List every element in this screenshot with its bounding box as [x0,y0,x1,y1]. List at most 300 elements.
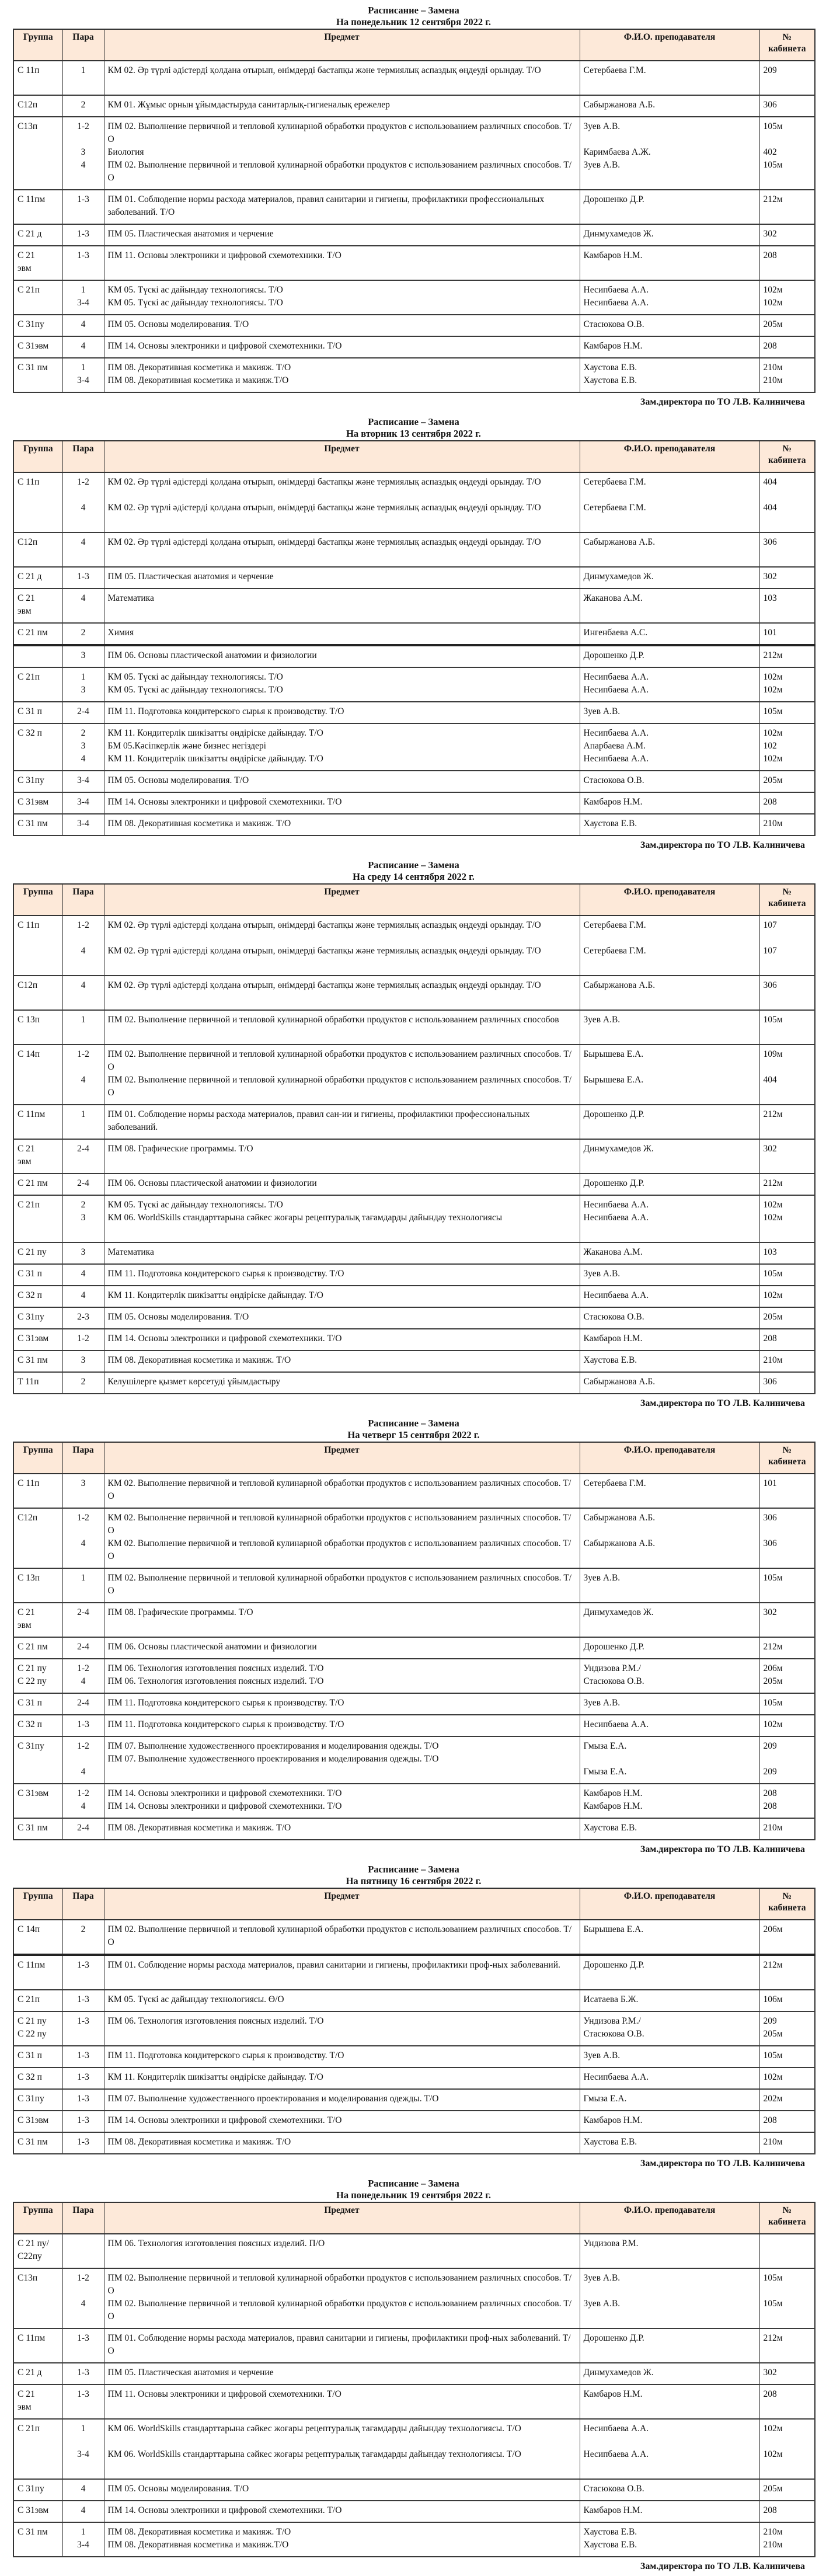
column-header-room [759,1442,815,1474]
teacher-cell [580,61,759,95]
column-header-room-line1: № [782,444,792,454]
subject-cell [104,1264,580,1286]
group-name: С 31пу [18,775,44,785]
para-number: 2-4 [77,1698,89,1708]
teacher-cell [580,1139,759,1174]
para-cell [62,1818,104,1840]
room-cell [759,1603,815,1637]
subject-cell [104,280,580,315]
teacher-name: Несипбаева А.А. [583,672,649,682]
group-name: С12п [18,537,38,547]
subject-name: КМ 05. Түскі ас дайындау технологиясы. Т/О [107,285,283,295]
subject-name: КМ 11. Кондитерлік шикізатты өндіріске дайындау. Т/О [107,1290,323,1300]
room-number: 102м [763,1719,783,1729]
para-cell [62,1955,104,1990]
teacher-name: Гмыза Е.А. [583,1767,627,1777]
para-cell [62,589,104,623]
table-row [13,1474,815,1508]
teacher-name: Стасюкова О.В. [583,1312,644,1322]
subject-cell [104,1990,580,2011]
room-cell [759,1474,815,1508]
para-cell [62,2363,104,2384]
subject-cell [104,1329,580,1350]
group-cell [13,1350,62,1372]
group-name: С 31пу [18,2484,44,2494]
subject-cell [104,814,580,836]
room-number: 103 [763,1247,777,1257]
para-cell [62,1139,104,1174]
para-cell [62,472,104,532]
group-cell [13,280,62,315]
teacher-cell [580,1603,759,1637]
subject-name: КМ 05. Түскі ас дайындау технологиясы. Ө/О [107,1994,284,2004]
para-number [67,2028,100,2041]
subject-name: ПМ 02. Выполнение первичной и тепловой кулинарной обработки продуктов с использованием различных способов. Т/О [107,1075,572,1098]
subject-name [108,1766,576,1778]
subject-name: ПМ 08. Декоративная косметика и макияж.Т/О [107,2540,289,2550]
teacher-name [584,1753,756,1766]
group-name: С 14п [18,1049,40,1059]
para-number: 4 [81,754,86,764]
room-cell [759,976,815,1010]
subject-name: КМ 01. Жұмыс орнын ұйымдастыруда санитарлық-гигиеналық ережелер [107,100,390,110]
para-cell [62,1603,104,1637]
teacher-cell [580,1693,759,1715]
room-number: 205м [763,775,783,785]
subject-cell [104,1637,580,1659]
schedule-table [13,1442,815,1840]
day-schedule-0 [0,0,819,412]
subject-name: КМ 05. Түскі ас дайындау технологиясы. Т/О [107,298,283,308]
room-number: 206м [763,1663,783,1673]
column-header-group: Группа [13,1442,62,1474]
table-row [13,1659,815,1693]
group-cell [13,2479,62,2501]
group-name: С 21 пм [18,1178,48,1188]
teacher-name: Дорошенко Д.Р. [583,1109,644,1119]
group-name: С13п [18,121,38,131]
teacher-name: Хаустова Е.В. [583,1355,637,1365]
group-cell [13,2268,62,2328]
subject-cell [104,702,580,723]
group-name: С 21 [18,593,35,603]
subject-name: ПМ 08. Декоративная косметика и макияж. Т/О [107,819,291,829]
teacher-cell [580,358,759,392]
para-number: 3 [81,1247,86,1257]
group-name: С 31пу [18,1312,44,1322]
teacher-name: Камбаров Н.М. [583,341,643,351]
group-name: С 11пм [18,1109,46,1119]
room-number: 212м [763,1960,783,1970]
subject-cell [104,2234,580,2268]
group-cell [13,1637,62,1659]
subject-name: КМ 05. Түскі ас дайындау технологиясы. Т/О [107,685,283,695]
teacher-cell [580,246,759,280]
subject-name: ПМ 06. Основы пластической анатомии и физиологии [107,1178,317,1188]
group-cell [13,61,62,95]
room-number: 102м [763,2449,783,2459]
para-number: 4 [81,503,86,513]
table-row [13,1174,815,1195]
group-cell [13,1307,62,1329]
subject-cell [104,1474,580,1508]
subject-cell [104,2363,580,2384]
room-number: 210м [763,1823,783,1833]
column-header-room-line2: кабинета [768,2217,806,2227]
group-cell [13,2328,62,2363]
table-row [13,1920,815,1955]
para-number: 4 [81,593,86,603]
table-row [13,532,815,567]
group-name: Т 11п [18,1377,39,1387]
room-number: 209 [763,1767,777,1777]
para-number: 4 [81,319,86,329]
para-cell [62,224,104,246]
room-number: 101 [763,1478,777,1488]
group-cell [13,814,62,836]
teacher-cell [580,2268,759,2328]
group-name: С 31эвм [18,2115,49,2125]
group-cell [13,1195,62,1242]
teacher-name: Ундизова Р.М./ [583,1663,641,1673]
teacher-name: Дорошенко Д.Р. [583,1960,644,1970]
subject-cell [104,190,580,224]
para-cell [62,976,104,1010]
subject-name: КМ 02. Әр түрлі әдістерді қолдана отырып, өнімдерді бастапқы және термиялық аспаздық өңдеуді орындау. Т/О [107,920,541,930]
para-cell [62,2268,104,2328]
table-row [13,280,815,315]
table-row [13,2363,815,2384]
teacher-name: Камбаров Н.М. [583,2389,643,2399]
table-row [13,2384,815,2419]
subject-cell [104,2328,580,2363]
room-cell [759,2384,815,2419]
teacher-cell [580,567,759,589]
subject-name: КМ 05. Түскі ас дайындау технологиясы. Т/О [107,1200,283,1210]
table-row [13,667,815,702]
group-cell [13,1242,62,1264]
group-cell [13,567,62,589]
group-name: С 31 пм [18,363,48,373]
teacher-cell [580,1659,759,1693]
subject-cell [104,623,580,645]
room-cell [759,667,815,702]
room-number: 208 [763,341,777,351]
group-name: С 31эвм [18,2505,49,2515]
room-cell [759,1508,815,1568]
table-row [13,976,815,1010]
teacher-name: Бырышева Е.А. [583,1049,644,1059]
room-cell [759,771,815,792]
room-cell [759,1045,815,1105]
subject-name: ПМ 07. Выполнение художественного проектирования и моделирования одежды. Т/О [107,1754,439,1764]
group-name: С 31 пм [18,2137,48,2147]
table-row [13,2111,815,2132]
para-number: 4 [81,980,86,990]
para-number: 1 [81,285,86,295]
table-header-row [13,1442,815,1474]
group-name: С12п [18,980,38,990]
day-schedule-3 [0,1413,819,1859]
room-number: 302 [763,2368,777,2377]
para-cell [62,1045,104,1105]
para-number: 1-2 [77,1513,89,1523]
subject-name: ПМ 08. Декоративная косметика и макияж. Т/О [107,1823,291,1833]
teacher-cell [580,2046,759,2067]
teacher-name: Несипбаева А.А. [583,728,649,738]
teacher-name: Камбаров Н.М. [583,1801,643,1811]
para-number: 4 [81,1801,86,1811]
schedule-table [13,2202,815,2557]
room-cell [759,1715,815,1736]
room-cell [759,623,815,645]
room-cell [759,1693,815,1715]
group-cell [13,1568,62,1603]
para-number: 4 [81,1676,86,1686]
group-cell [13,95,62,117]
table-row [13,246,815,280]
room-cell [759,2419,815,2479]
room-cell [759,1955,815,1990]
para-number: 1-2 [77,121,89,131]
subject-cell [104,567,580,589]
room-number: 306 [763,100,777,110]
column-header-para: Пара [62,441,104,472]
teacher-cell [580,1174,759,1195]
teacher-name: Стасюкова О.В. [583,319,644,329]
teacher-name: Жаканова А.М. [583,1247,643,1257]
group-name: С 21 [18,2389,35,2399]
group-cell [13,1659,62,1693]
teacher-cell [580,1105,759,1139]
teacher-name: Несипбаева А.А. [583,298,649,308]
table-row [13,2011,815,2046]
teacher-name: Несипбаева А.А. [583,1290,649,1300]
column-header-room-line2: кабинета [768,44,806,54]
room-number: 105м [763,1698,783,1708]
subject-cell [104,667,580,702]
teacher-cell [580,1474,759,1508]
signature: Зам.директора по ТО Л.В. Калиничева [640,1844,805,1854]
table-row [13,2067,815,2089]
para-number: 3-4 [77,775,89,785]
para-number: 4 [81,1269,86,1279]
group-cell [13,1955,62,1990]
subject-name: ПМ 14. Основы электроники и цифровой схемотехники. Т/О [107,1788,342,1798]
subject-cell [104,1784,580,1818]
day-title [13,412,814,440]
teacher-cell [580,723,759,771]
para-number: 1-3 [77,2072,89,2082]
room-number: 105м [763,2273,783,2283]
room-number: 101 [763,628,777,638]
subject-name: ПМ 05. Пластическая анатомия и черчение [107,572,274,582]
teacher-cell [580,336,759,358]
table-header-row [13,29,815,61]
room-number: 205м [763,2029,783,2039]
para-number: 3 [81,650,86,660]
table-row [13,1010,815,1045]
subject-name: ПМ 02. Выполнение первичной и тепловой кулинарной обработки продуктов с использованием различных способов. Т/О [107,2273,572,2296]
group-cell [13,1105,62,1139]
group-name: С 14п [18,1924,40,1934]
teacher-cell [580,190,759,224]
room-cell [759,2501,815,2522]
subject-name: ПМ 01. Соблюдение нормы расхода материалов, правил сан-ии и гигиены, профилактики профессиональных заболеваний. [107,1109,530,1132]
document-heading: Расписание – Замена [368,1864,459,1875]
column-header-room-line2: кабинета [768,899,806,908]
table-row [13,61,815,95]
group-name: С 13п [18,1015,40,1025]
group-name: С 11п [18,65,40,75]
subject-name: ПМ 02. Выполнение первичной и тепловой кулинарной обработки продуктов с использованием различных способов. Т/О [107,1924,572,1947]
subject-name: КМ 02. Выполнение первичной и тепловой кулинарной обработки продуктов с использованием различных способов. Т/О [107,1478,571,1501]
subject-name: ПМ 14. Основы электроники и цифровой схемотехники. Т/О [107,2505,342,2515]
table-row [13,1637,815,1659]
teacher-cell [580,280,759,315]
subject-name: КМ 06. WorldSkills стандарттарына сәйкес жоғары рецептуралық тағамдарды дайындау технологиясы [107,1213,503,1223]
table-row [13,771,815,792]
para-cell [62,567,104,589]
date-line: На понедельник 19 сентября 2022 г. [336,2189,492,2201]
teacher-cell [580,623,759,645]
date-line: На среду 14 сентября 2022 г. [353,871,475,882]
room-number: 210м [763,363,783,373]
table-row [13,1990,815,2011]
column-header-room [759,2202,815,2234]
group-cell [13,915,62,976]
room-number: 306 [763,1538,777,1548]
subject-cell [104,2479,580,2501]
para-number: 1-3 [77,2115,89,2125]
para-number: 2-4 [77,1144,89,1154]
teacher-cell [580,2089,759,2111]
room-number: 107 [763,946,777,956]
para-cell [62,1195,104,1242]
room-cell [759,336,815,358]
teacher-name: Сетербаева Г.М. [583,946,646,956]
para-cell [62,246,104,280]
group-name: С 32 п [18,1290,42,1300]
subject-name: Химия [107,628,134,638]
subject-name [108,2028,576,2041]
subject-cell [104,472,580,532]
para-cell [62,1920,104,1955]
teacher-name: Сабыржанова А.Б. [583,537,656,547]
group-name [18,649,59,662]
room-cell [759,1637,815,1659]
teacher-cell [580,1508,759,1568]
para-number: 4 [81,1290,86,1300]
teacher-name: Зуев А.В. [583,160,621,170]
teacher-cell [580,1715,759,1736]
group-name: С 21п [18,672,40,682]
column-header-group: Группа [13,2202,62,2234]
group-cell [13,667,62,702]
teacher-name: Жаканова А.М. [583,593,643,603]
schedule-table [13,29,815,393]
group-cell [13,589,62,623]
room-cell [759,814,815,836]
room-number: 105м [763,160,783,170]
table-row [13,1264,815,1286]
room-number: 302 [763,1144,777,1154]
room-number [764,2237,811,2263]
teacher-name: Динмухамедов Ж. [583,1144,654,1154]
subject-name: КМ 02. Әр түрлі әдістерді қолдана отырып, өнімдерді бастапқы және термиялық аспаздық өңдеуді орындау. Т/О [107,503,541,513]
group-cell [13,723,62,771]
group-name: С22пу [18,2251,42,2261]
group-cell [13,2089,62,2111]
room-cell [759,723,815,771]
group-cell [13,315,62,336]
para-cell [62,1784,104,1818]
para-cell [62,2234,104,2268]
group-cell [13,2522,62,2557]
teacher-name: Динмухамедов Ж. [583,229,654,239]
room-cell [759,2268,815,2328]
column-header-teacher: Ф.И.О. преподавателя [580,1442,759,1474]
group-name: С 21 д [18,572,42,582]
date-line: На вторник 13 сентября 2022 г. [346,428,481,439]
room-number: 212м [763,194,783,204]
teacher-name: Ундизова Р.М. [583,2239,639,2248]
teacher-cell [580,915,759,976]
room-cell [759,472,815,532]
subject-cell [104,1736,580,1784]
room-number: 306 [763,1377,777,1387]
group-cell [13,1474,62,1508]
room-cell [759,2111,815,2132]
group-cell [13,1045,62,1105]
room-number: 210м [763,819,783,829]
room-cell [759,315,815,336]
subject-cell [104,1045,580,1105]
table-row [13,2328,815,2363]
teacher-name: Зуев А.В. [583,706,621,716]
teacher-cell [580,702,759,723]
teacher-name: Стасюкова О.В. [583,2484,644,2494]
column-header-group: Группа [13,884,62,915]
room-cell [759,792,815,814]
group-name: С 21 пу/ [18,2239,49,2248]
table-row [13,1784,815,1818]
teacher-name: Дорошенко Д.Р. [583,1642,644,1652]
subject-cell [104,1920,580,1955]
group-name: С 11пм [18,2333,46,2343]
group-name: С 21 [18,250,35,260]
teacher-name: Несипбаева А.А. [583,1719,649,1729]
para-cell [62,358,104,392]
group-name: С 31эвм [18,1788,49,1798]
column-header-room-line1: № [782,887,792,897]
group-name: С 22 пу [18,2029,47,2039]
group-cell [13,1818,62,1840]
teacher-name: Зуев А.В. [583,2299,621,2309]
subject-cell [104,2011,580,2046]
para-number: 4 [81,2484,86,2494]
teacher-name: Сетербаева Г.М. [583,920,646,930]
group-cell [13,771,62,792]
room-number: 208 [763,2115,777,2125]
para-number: 1 [81,363,86,373]
para-number: 1 [81,1109,86,1119]
group-cell [13,1990,62,2011]
para-cell [62,315,104,336]
group-cell [13,2111,62,2132]
subject-name: Математика [107,593,154,603]
room-cell [759,567,815,589]
